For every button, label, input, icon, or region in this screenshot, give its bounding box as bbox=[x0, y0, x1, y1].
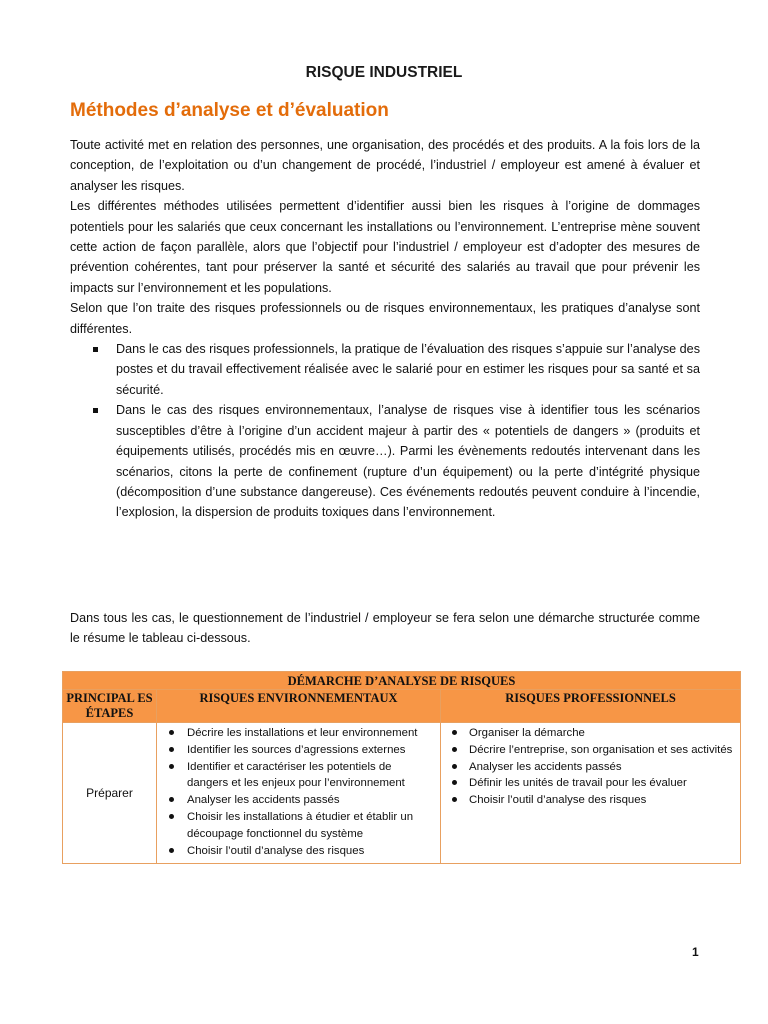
bullet-icon bbox=[169, 814, 174, 819]
list-item bbox=[445, 759, 734, 776]
page-number: 1 bbox=[692, 945, 699, 959]
environmental-cell bbox=[157, 723, 441, 864]
bullet-icon bbox=[169, 848, 174, 853]
column-header-steps: PRINCIPAL ES ÉTAPES bbox=[63, 690, 157, 723]
table-row bbox=[63, 723, 741, 864]
bullet-icon bbox=[452, 780, 457, 785]
square-bullet-icon bbox=[93, 347, 98, 352]
bullet-icon bbox=[452, 730, 457, 735]
list-item-text: Définir les unités de travail pour les évaluer bbox=[469, 777, 687, 790]
bullet-icon bbox=[169, 730, 174, 735]
list-item bbox=[445, 742, 734, 759]
list-item bbox=[161, 843, 434, 860]
bullet-icon bbox=[452, 747, 457, 752]
list-item-text: Choisir l’outil d’analyse des risques bbox=[469, 794, 647, 807]
list-item-text: Organiser la démarche bbox=[469, 727, 585, 739]
list-item bbox=[161, 742, 434, 759]
list-item bbox=[161, 809, 434, 843]
bullet-icon bbox=[452, 764, 457, 769]
paragraph: Toute activité met en relation des personnes, une organisation, des procédés et des produits. A la fois lors de la conception, de l’exploitation ou d’un changement de procédé, l’industriel / employeur est amené à évaluer et analyser les risques. bbox=[70, 138, 700, 193]
bullet-icon bbox=[452, 797, 457, 802]
list-item bbox=[445, 792, 734, 809]
list-item-text: Dans le cas des risques environnementaux, l’analyse de risques vise à identifier tous les scénarios susceptibles d’être à l’origine d’un accident majeur à partir des « potentiels de dangers » (produits et équipements utilisés, procédés mis en œuvre…). Parmi les évènements redoutés intervenant dans les scénarios, citons la perte de confinement (rupture d’un équipement) ou la perte d’intégrité physique (décomposition d’une substance dangereuse). Ces événements redoutés peuvent conduire à l’incendie, l’explosion, la dispersion de produits toxiques dans l’environnement. bbox=[116, 403, 700, 520]
list-item-text: Identifier et caractériser les potentiels de dangers et les enjeux pour l’environnement bbox=[187, 760, 405, 790]
professional-list bbox=[445, 725, 734, 809]
table-title: DÉMARCHE D’ANALYSE DE RISQUES bbox=[63, 672, 741, 690]
risk-analysis-table bbox=[62, 671, 741, 864]
list-item bbox=[161, 725, 434, 742]
list-item-text: Dans le cas des risques professionnels, la pratique de l’évaluation des risques s’appuie sur l’analyse des postes et du travail effectivement réalisée avec le salarié pour en estimer les risques pour sa santé et sa sécurité. bbox=[116, 342, 700, 397]
list-item bbox=[445, 775, 734, 792]
list-item bbox=[70, 339, 700, 400]
list-item-text: Identifier les sources d’agressions externes bbox=[187, 743, 406, 756]
bullet-icon bbox=[169, 747, 174, 752]
bullet-list bbox=[70, 339, 700, 523]
column-header-professional: RISQUES PROFESSIONNELS bbox=[441, 690, 741, 723]
list-item bbox=[70, 400, 700, 522]
list-item bbox=[445, 725, 734, 742]
closing-paragraph: Dans tous les cas, le questionnement de l’industriel / employeur se fera selon une démarche structurée comme le résume le tableau ci-dessous. bbox=[70, 611, 700, 646]
intro-text bbox=[70, 135, 700, 523]
list-item-text: Décrire l’entreprise, son organisation et ses activités bbox=[469, 743, 733, 756]
paragraph: Selon que l’on traite des risques professionnels ou de risques environnementaux, les pratiques d’analyse sont différentes. bbox=[70, 301, 700, 336]
bullet-icon bbox=[169, 797, 174, 802]
list-item-text: Décrire les installations et leur environnement bbox=[187, 727, 418, 739]
professional-cell bbox=[441, 723, 741, 864]
paragraph: Les différentes méthodes utilisées permettent d’identifier aussi bien les risques à l’origine de dommages potentiels pour les salariés que ceux concernant les installations ou l’environnement. L’entreprise mène souvent cette action de façon parallèle, alors que l’objectif pour l’industriel / employeur est d’adopter des mesures de prévention cohérentes, tant pour préserver la santé et sécurité des salariés au travail que pour prévenir les impacts sur l’environnement et les populations. bbox=[70, 199, 700, 295]
bullet-icon bbox=[169, 764, 174, 769]
section-heading: Méthodes d’analyse et d’évaluation bbox=[70, 100, 389, 121]
step-cell: Préparer bbox=[63, 723, 157, 864]
list-item bbox=[161, 792, 434, 809]
document-title: RISQUE INDUSTRIEL bbox=[305, 64, 463, 81]
square-bullet-icon bbox=[93, 408, 98, 413]
list-item bbox=[161, 759, 434, 793]
list-item-text: Analyser les accidents passés bbox=[187, 794, 340, 807]
list-item-text: Choisir l’outil d’analyse des risques bbox=[187, 844, 365, 857]
list-item-text: Choisir les installations à étudier et établir un découpage fonctionnel du système bbox=[187, 810, 414, 840]
column-header-environmental: RISQUES ENVIRONNEMENTAUX bbox=[157, 690, 441, 723]
list-item-text: Analyser les accidents passés bbox=[469, 760, 622, 773]
environmental-list bbox=[161, 725, 434, 859]
